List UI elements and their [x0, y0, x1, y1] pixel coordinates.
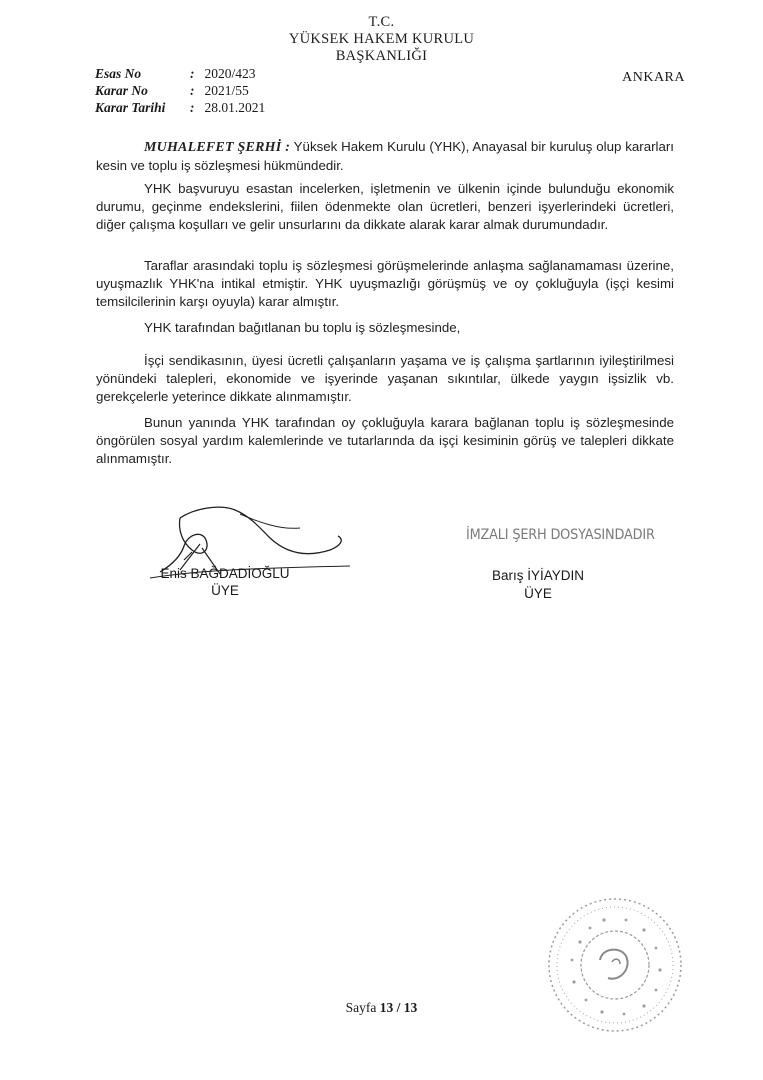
- paragraph-1-text: Yüksek Hakem Kurulu (YHK), Anayasal bir kuruluş olup kararları kesin ve toplu iş sözleşmesi hükmündedir.: [96, 139, 675, 173]
- meta-esas-no: [95, 66, 256, 82]
- page-count: 13 / 13: [379, 1000, 418, 1015]
- paragraph-2: YHK başvuruyu esastan incelerken, işletmenin ve ülkenin içinde bulunduğu ekonomik durumu, geçinme endekslerini, fiilen ödenmekte olan ücretleri, benzeri işyerlerindeki ücretleri, diğer çalışma koşulları ve gelir unsurlarını da dikkate alarak karar almak durumundadır.: [96, 181, 674, 232]
- page-prefix: Sayfa: [345, 1000, 380, 1015]
- header-presidency: BAŞKANLIĞI: [335, 48, 428, 64]
- meta-label: Karar No: [95, 83, 148, 98]
- header-institution: YÜKSEK HAKEM KURULU: [288, 31, 475, 47]
- official-seal-icon: [540, 890, 690, 1040]
- city-label: ANKARA: [622, 70, 685, 85]
- meta-sep: :: [190, 100, 195, 115]
- paragraph-3: Taraflar arasındaki toplu iş sözleşmesi görüşmelerinde anlaşma sağlanamaması üzerine, uyuşmazlık YHK'na intikal etmiştir. YHK uyuşmazlığı görüşmüş ve oy çokluğuyla (işçi kesimi temsilcilerinin karşı oyuyla) karar almıştır.: [96, 258, 674, 309]
- meta-label: Karar Tarihi: [95, 100, 166, 115]
- header-tc: T.C.: [368, 14, 395, 30]
- dissent-heading: MUHALEFET ŞERHİ :: [144, 140, 291, 155]
- signer-right-role: ÜYE: [524, 586, 552, 601]
- meta-sep: :: [190, 66, 195, 81]
- signature-on-file-stamp: İMZALI ŞERH DOSYASINDADIR: [466, 527, 655, 543]
- paragraph-4: YHK tarafından bağıtlanan bu toplu iş sözleşmesinde,: [144, 320, 461, 335]
- signer-left-role: ÜYE: [211, 583, 239, 598]
- meta-karar-no: [95, 83, 249, 99]
- meta-sep: :: [190, 83, 195, 98]
- paragraph-5: İşçi sendikasının, üyesi ücretli çalışanların yaşama ve iş çalışma şartlarının iyileştirilmesi yönündeki talepleri, ekonomide ve işyerinde yaşanan sıkıntılar, ülkede yaygın işsizlik vb. gerekçelerle yeterince dikkate alınmamıştır.: [96, 353, 674, 404]
- page-number: [0, 1000, 763, 1016]
- meta-value: 2021/55: [204, 83, 249, 98]
- meta-value: 2020/423: [204, 66, 256, 81]
- paragraph-6: Bunun yanında YHK tarafından oy çokluğuyla karara bağlanan toplu iş sözleşmesinde öngörülen sosyal yardım kalemlerinde ve tutarlarında da işçi kesiminin görüş ve talepleri dikkate alınmamıştır.: [96, 415, 674, 466]
- meta-value: 28.01.2021: [204, 100, 266, 115]
- paragraph-1: [96, 138, 674, 175]
- signer-left-name: Enis BAĞDADİOĞLU: [160, 566, 290, 581]
- signer-right-name: Barış İYİAYDIN: [491, 568, 585, 583]
- meta-karar-tarihi: [95, 100, 265, 116]
- meta-label: Esas No: [95, 66, 142, 81]
